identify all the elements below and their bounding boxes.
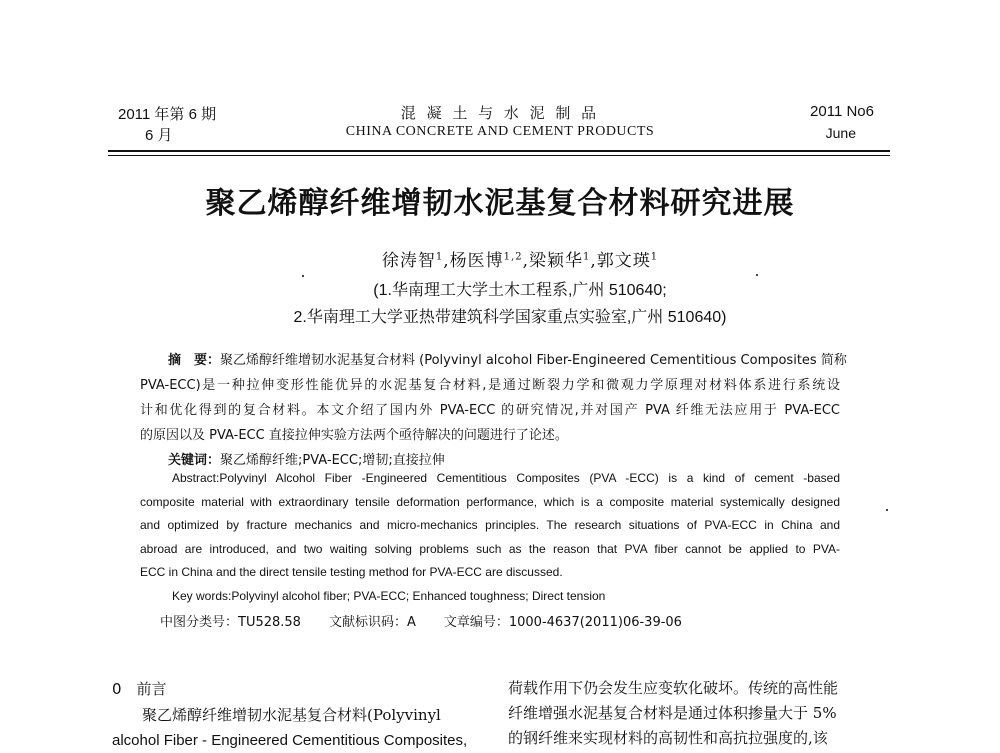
journal-issue-month: 6 月 — [145, 127, 173, 144]
body-line: 荷载作用下仍会发生应变软化破坏。传统的高性能 — [508, 679, 839, 697]
body-column-left — [112, 703, 488, 753]
body-line: alcohol Fiber - Engineered Cementitious Composites, — [112, 732, 468, 749]
journal-issue-year: 2011 年第 6 期 — [118, 106, 217, 123]
keywords-en — [140, 585, 840, 609]
header-rule-thick — [108, 150, 890, 152]
body-column-right — [508, 676, 880, 751]
body-line: 的钢纤维来实现材料的高韧性和高抗拉强度的,该 — [508, 729, 828, 747]
abstract-zh-line: PVA-ECC)是一种拉伸变形性能优异的水泥基复合材料,是通过断裂力学和微观力学原理对材料体系进行系统设 — [140, 378, 840, 393]
author-list: 徐涛智$^1$,杨医博$^{1,2}$,梁颖华$^1$,郭文瑛$^1$ — [381, 251, 659, 271]
journal-title-zh: 混 凝 土 与 水 泥 制 品 — [400, 104, 600, 122]
section-heading: 0 前言 — [112, 680, 167, 698]
clc-number: 中图分类号：TU528.58 — [160, 615, 301, 630]
author-affiliation-mark: 1 — [650, 251, 659, 263]
author-name: 梁颖华 — [528, 251, 583, 271]
affiliation-1: (1.华南理工大学土木工程系,广州 510640; — [373, 282, 667, 299]
scan-speck — [756, 274, 758, 276]
keywords-en-value: Polyvinyl alcohol fiber; PVA-ECC; Enhanced toughness; Direct tension — [231, 588, 606, 603]
abstract-en-line: Abstract:Polyvinyl Alcohol Fiber -Engineered Cementitious Composites (PVA -ECC) is a kind of cement -based — [172, 471, 840, 485]
abstract-en-line: ECC in China and the direct tensile testing method for PVA-ECC are discussed. — [140, 565, 563, 579]
article-number: 文章编号：1000-4637(2011)06-39-06 — [443, 615, 682, 630]
abstract-zh-line: 的原因以及 PVA-ECC 直接拉伸实验方法两个亟待解决的问题进行了论述。 — [140, 428, 568, 443]
abstract-en-line: and optimized by fracture mechanics and micro-mechanics principles. The research situations of PVA-ECC in China and — [140, 518, 840, 532]
body-line: 聚乙烯醇纤维增韧水泥基复合材料(Polyvinyl — [142, 706, 441, 724]
abstract-en — [140, 467, 840, 608]
keywords-zh-value: 聚乙烯醇纤维;PVA-ECC;增韧;直接拉伸 — [220, 453, 445, 468]
journal-issue-month-en: June — [825, 125, 856, 141]
affiliation-2: 2.华南理工大学亚热带建筑科学国家重点实验室,广州 510640) — [293, 309, 727, 326]
abstract-zh-label: 摘 要： — [168, 353, 221, 368]
body-line: 纤维增强水泥基复合材料是通过体积掺量大于 5% — [508, 704, 837, 722]
journal-issue-number: 2011 No6 — [810, 103, 874, 120]
paper-title: 聚乙烯醇纤维增韧水泥基复合材料研究进展 — [205, 186, 795, 221]
journal-title-en: CHINA CONCRETE AND CEMENT PRODUCTS — [345, 124, 655, 139]
abstract-zh-line: 摘 要：聚乙烯醇纤维增韧水泥基复合材料 (Polyvinyl alcohol Fiber-Engineered Cementitious Composites 简称 — [168, 353, 847, 368]
abstract-zh-line: 计和优化得到的复合材料。本文介绍了国内外 PVA-ECC 的研究情况,并对国产 PVA 纤维无法应用于 PVA-ECC — [140, 403, 840, 418]
header-rule-thin — [108, 155, 890, 156]
scan-speck — [302, 275, 304, 277]
keywords-en-label: Key words: — [172, 588, 232, 603]
author-affiliation-mark: 1 — [435, 251, 444, 263]
document-code: 文献标识码：A — [328, 615, 416, 630]
author-affiliation-mark: 1 — [582, 251, 591, 263]
author-affiliation-mark: 1,2 — [503, 251, 523, 263]
author-name: 杨医博 — [449, 251, 504, 271]
keywords-zh-label: 关键词： — [168, 453, 221, 468]
abstract-en-label: Abstract: — [172, 471, 220, 485]
author-name: 徐涛智 — [381, 251, 436, 271]
abstract-zh — [140, 348, 847, 473]
scan-speck — [886, 509, 888, 511]
abstract-en-line: composite material with extraordinary tensile deformation performance, which is a composite material systemically designed — [140, 494, 840, 509]
abstract-en-line: abroad are introduced, and two waiting solving problems such as the reason that PVA fiber cannot be applied to PVA- — [140, 541, 840, 556]
author-name: 郭文瑛 — [596, 251, 651, 271]
classification-line — [160, 611, 710, 630]
